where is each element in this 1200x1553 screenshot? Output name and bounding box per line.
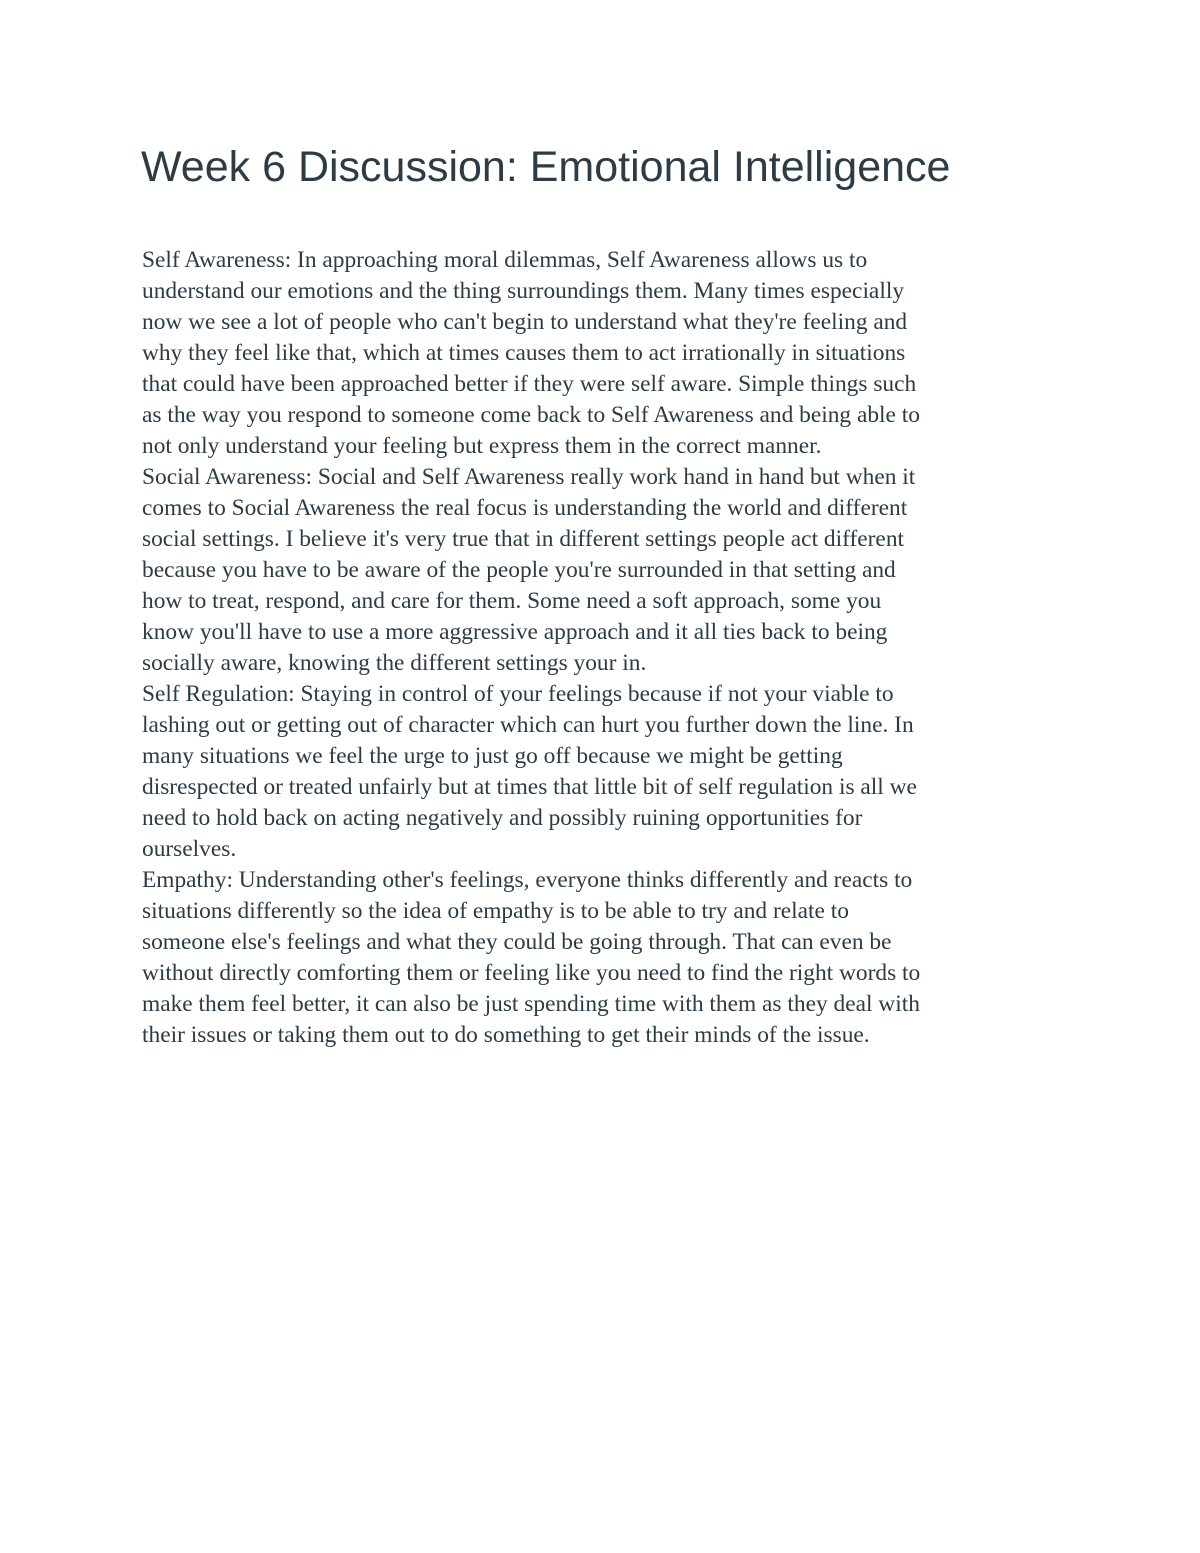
body-line: situations differently so the idea of empathy is to be able to try and relate to bbox=[142, 898, 849, 924]
body-line: Social Awareness: Social and Self Awareness really work hand in hand but when it bbox=[142, 464, 916, 490]
document-title: Week 6 Discussion: Emotional Intelligence bbox=[141, 143, 951, 191]
body-line: Self Regulation: Staying in control of your feelings because if not your viable to bbox=[142, 681, 894, 707]
body-line: Self Awareness: In approaching moral dilemmas, Self Awareness allows us to bbox=[142, 247, 868, 273]
body-line: without directly comforting them or feeling like you need to find the right words to bbox=[142, 960, 921, 986]
body-line: ourselves. bbox=[142, 836, 237, 862]
body-line: Empathy: Understanding other's feelings, everyone thinks differently and reacts to bbox=[142, 867, 913, 893]
body-line: comes to Social Awareness the real focus is understanding the world and different bbox=[142, 495, 908, 521]
body-line: now we see a lot of people who can't begin to understand what they're feeling and bbox=[142, 309, 908, 335]
body-line: why they feel like that, which at times causes them to act irrationally in situations bbox=[142, 340, 906, 366]
body-line: lashing out or getting out of character which can hurt you further down the line. In bbox=[142, 712, 914, 738]
body-line: socially aware, knowing the different settings your in. bbox=[142, 650, 647, 676]
body-line: make them feel better, it can also be just spending time with them as they deal with bbox=[142, 991, 920, 1017]
body-line: understand our emotions and the thing surroundings them. Many times especially bbox=[142, 278, 905, 304]
body-line: how to treat, respond, and care for them. Some need a soft approach, some you bbox=[142, 588, 882, 614]
body-line: need to hold back on acting negatively and possibly ruining opportunities for bbox=[142, 805, 863, 831]
body-line: not only understand your feeling but express them in the correct manner. bbox=[142, 433, 822, 459]
body-line: many situations we feel the urge to just go off because we might be getting bbox=[142, 743, 843, 769]
body-line: social settings. I believe it's very true that in different settings people act different bbox=[142, 526, 905, 552]
body-line: as the way you respond to someone come back to Self Awareness and being able to bbox=[142, 402, 920, 428]
body-line: someone else's feelings and what they could be going through. That can even be bbox=[142, 929, 892, 955]
body-line: disrespected or treated unfairly but at times that little bit of self regulation is all we bbox=[142, 774, 917, 800]
body-line: know you'll have to use a more aggressive approach and it all ties back to being bbox=[142, 619, 888, 645]
body-line: their issues or taking them out to do something to get their minds of the issue. bbox=[142, 1022, 870, 1048]
body-line: because you have to be aware of the people you're surrounded in that setting and bbox=[142, 557, 896, 583]
body-line: that could have been approached better if they were self aware. Simple things such bbox=[142, 371, 917, 397]
document-body bbox=[142, 245, 1058, 1051]
